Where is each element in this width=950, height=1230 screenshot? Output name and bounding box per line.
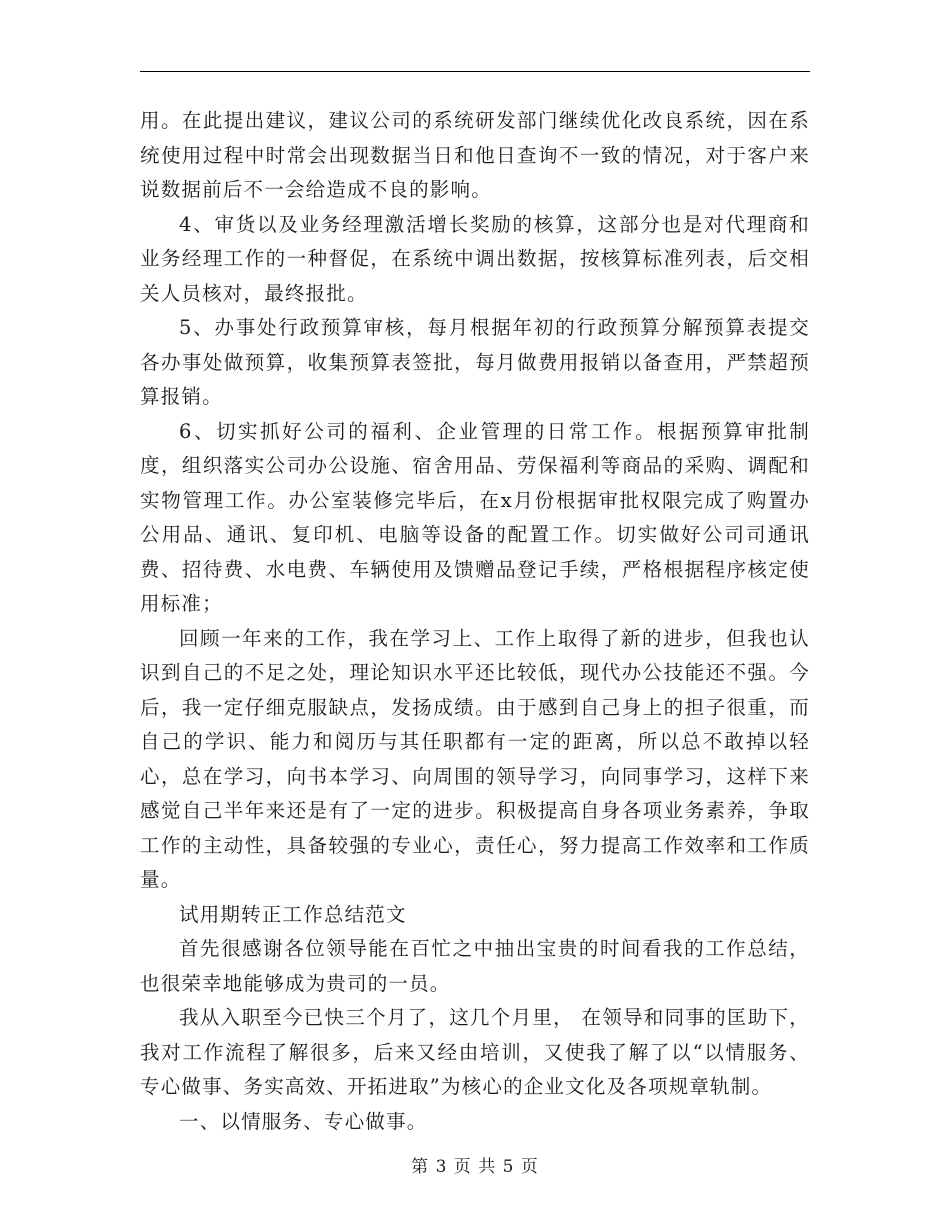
paragraph-2: 4、审货以及业务经理激活增长奖励的核算，这部分也是对代理商和业务经理工作的一种督促，在系统中调出数据，按核算标准列表，后交相关人员核对，最终报批。 (140, 212, 810, 305)
page-number: 第 3 页 共 5 页 (411, 1157, 539, 1177)
paragraph-4: 6、切实抓好公司的福利、企业管理的日常工作。根据预算审批制度，组织落实公司办公设施、宿舍用品、劳保福利等商品的采购、调配和实物管理工作。办公室装修完毕后，在x月份根据审批权限完成了购置办公用品、通讯、复印机、电脑等设备的配置工作。切实做好公司司通讯费、招待费、水电费、车辆使用及馈赠品登记手续，严格根据程序核定使用标准； (140, 419, 810, 615)
paragraph-7: 首先很感谢各位领导能在百忙之中抽出宝贵的时间看我的工作总结，也很荣幸地能够成为贵司的一员。 (140, 937, 810, 995)
paragraph-5: 回顾一年来的工作，我在学习上、工作上取得了新的进步，但我也认识到自己的不足之处，理论知识水平还比较低，现代办公技能还不强。今后，我一定仔细克服缺点，发扬成绩。由于感到自己身上的担子很重，而自己的学识、能力和阅历与其任职都有一定的距离，所以总不敢掉以轻心，总在学习，向书本学习、向周围的领导学习，向同事学习，这样下来感觉自己半年来还是有了一定的进步。积极提高自身各项业务素养，争取工作的主动性，具备较强的专业心，责任心，努力提高工作效率和工作质量。 (140, 626, 810, 891)
paragraph-3: 5、办事处行政预算审核，每月根据年初的行政预算分解预算表提交各办事处做预算，收集预算表签批，每月做费用报销以备查用，严禁超预算报销。 (140, 316, 810, 408)
section-heading: 试用期转正工作总结范文 (179, 902, 407, 926)
document-body (140, 104, 810, 1139)
header-rule (140, 71, 810, 72)
paragraph-1: 用。在此提出建议，建议公司的系统研发部门继续优化改良系统，因在系统使用过程中时常会出现数据当日和他日查询不一致的情况，对于客户来说数据前后不一会给造成不良的影响。 (140, 109, 810, 201)
paragraph-8: 我从入职至今已快三个月了，这几个月里， 在领导和同事的匡助下，我对工作流程了解很多，后来又经由培训，又使我了解了以“以情服务、专心做事、务实高效、开拓进取”为核心的企业文化及各项规章轨制。 (140, 1006, 810, 1098)
subsection-heading: 一、以情服务、专心做事。 (179, 1109, 428, 1133)
